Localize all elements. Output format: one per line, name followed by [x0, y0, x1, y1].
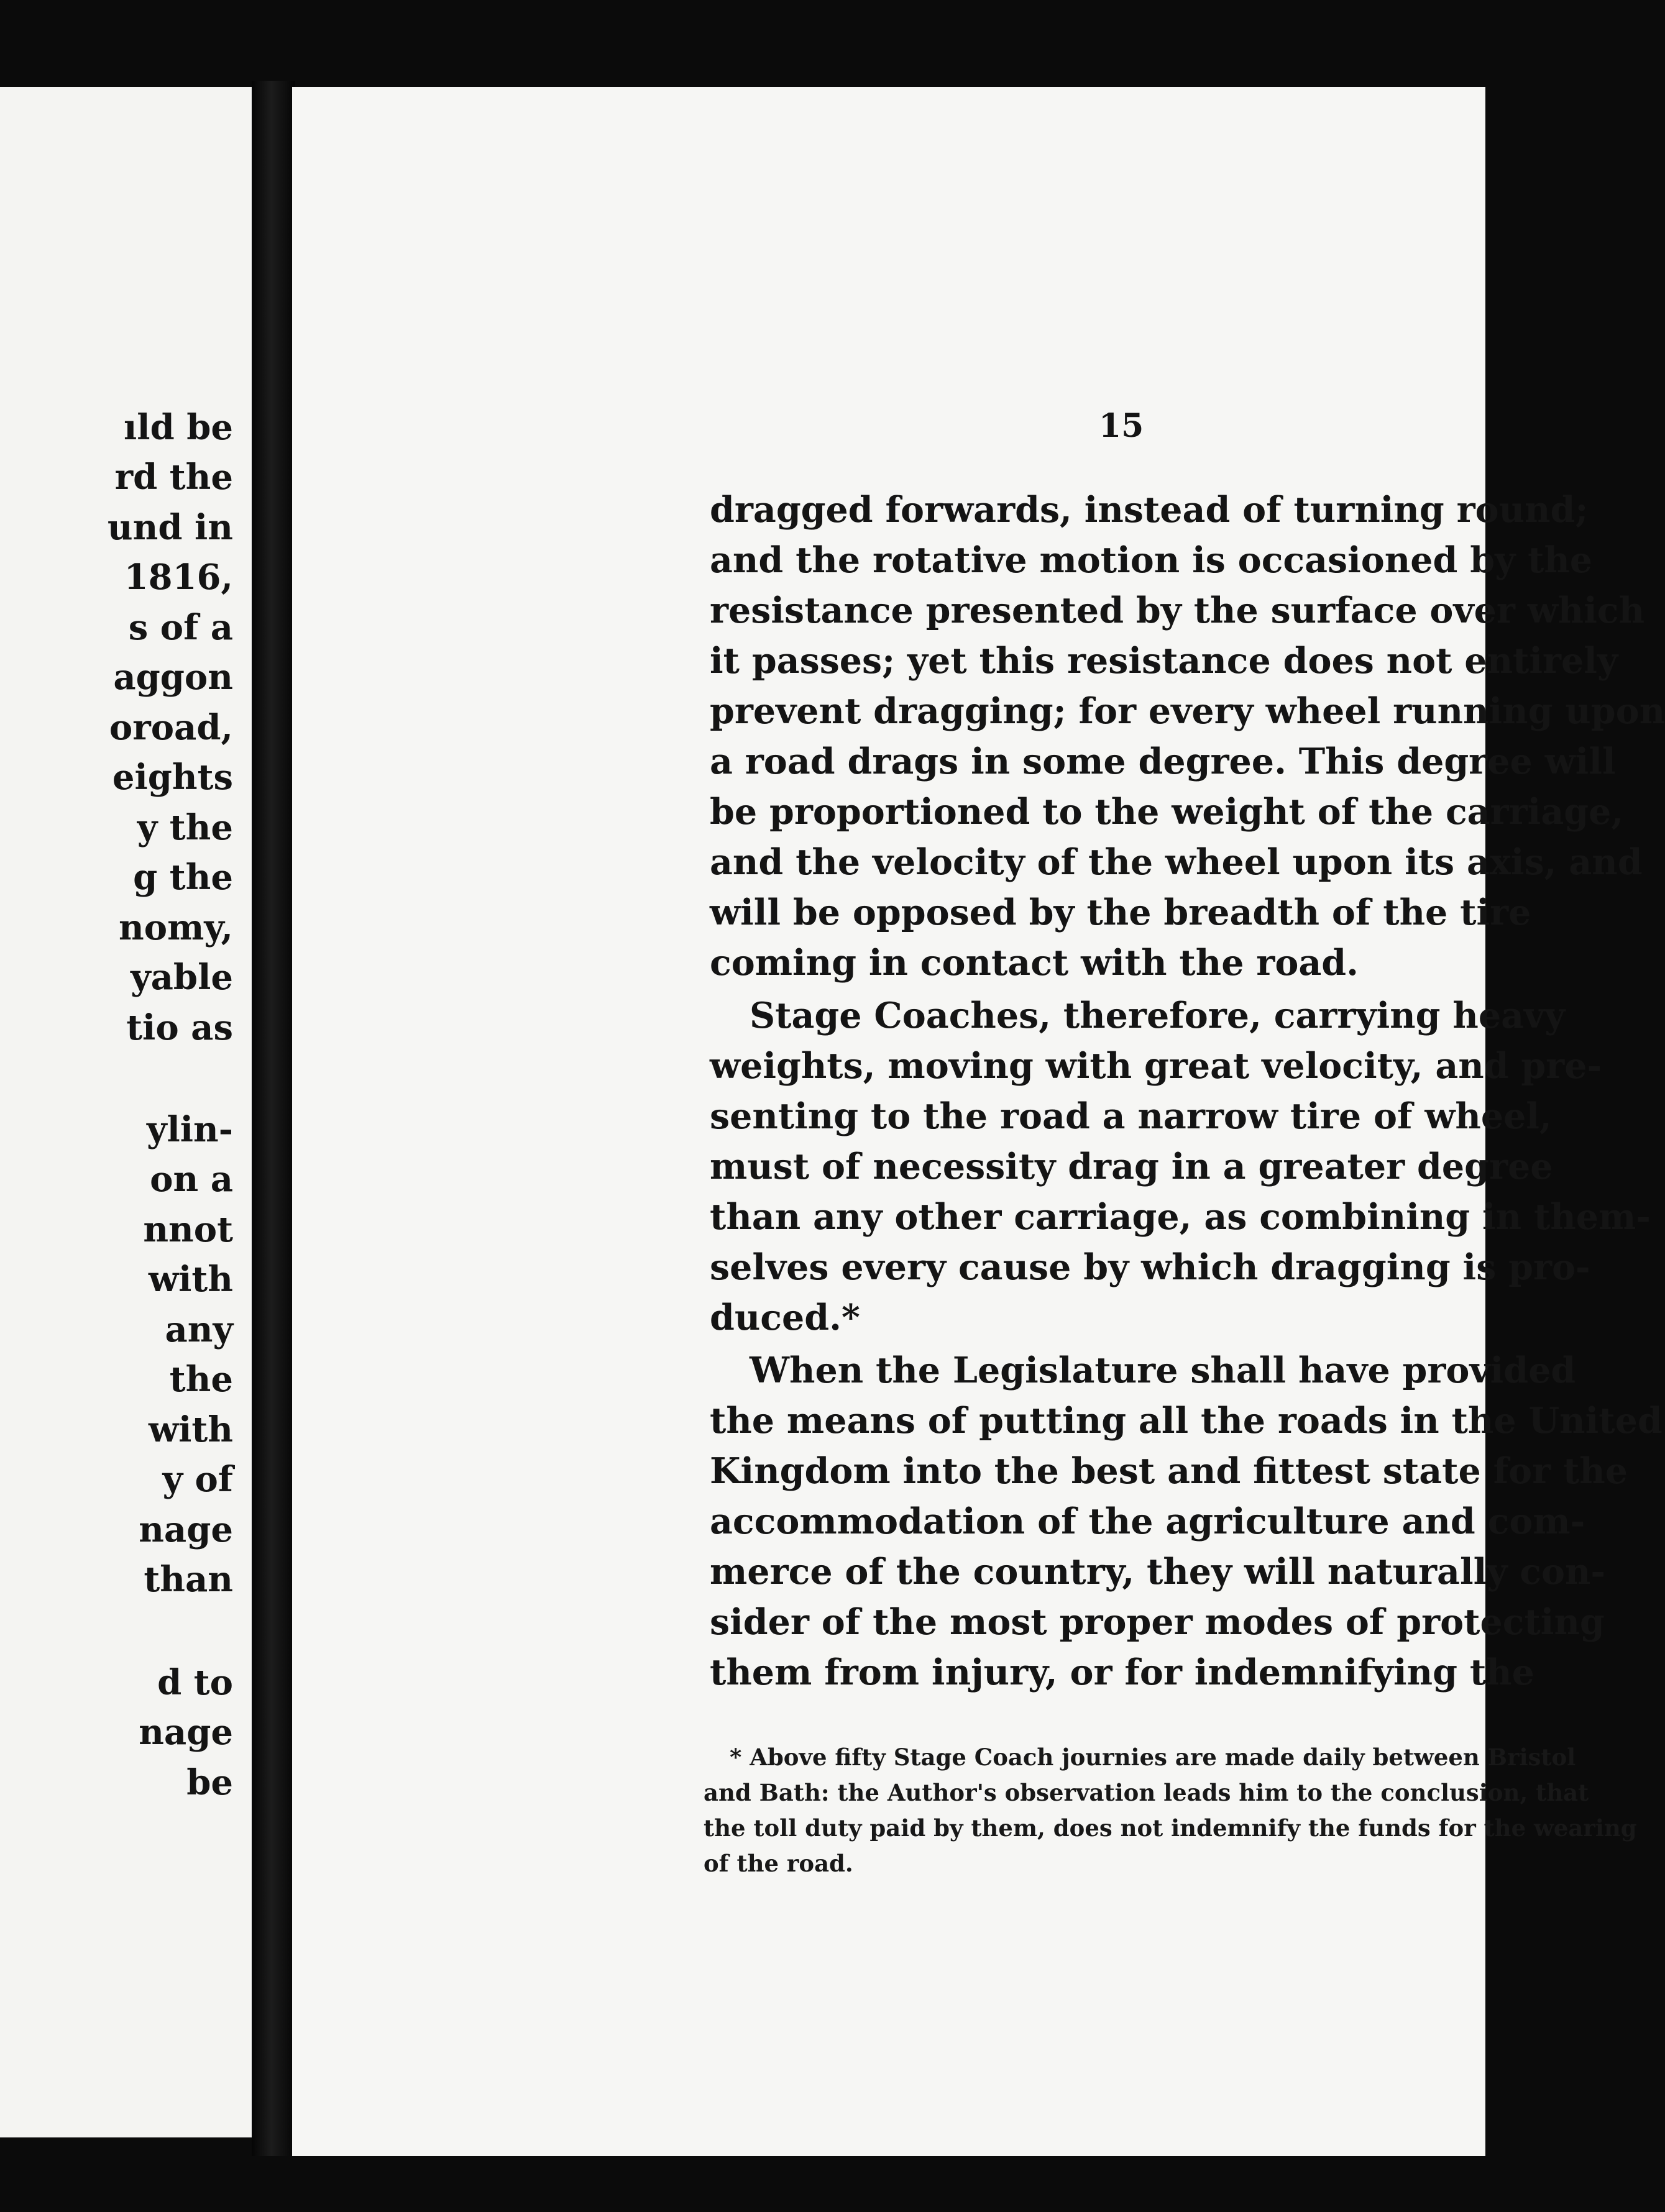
text-line: merce of the country, they will naturally con- [710, 1551, 1606, 1593]
book-gutter [252, 81, 295, 2156]
footnote-line: of the road. [704, 1850, 853, 1877]
left-facing-page [0, 87, 252, 2137]
body-text [710, 485, 1665, 1698]
text-line: When the Legislature shall have provided [750, 1350, 1576, 1391]
left-page-line: on a [150, 1159, 233, 1200]
left-page-line: g the [133, 857, 233, 898]
left-page-line: nnot [143, 1209, 233, 1250]
left-page-line: d to [157, 1662, 233, 1703]
text-line: dragged forwards, instead of turning round; [710, 489, 1589, 531]
footnote-line: * Above fifty Stage Coach journies are made daily between Bristol [730, 1744, 1576, 1771]
text-line: Stage Coaches, therefore, carrying heavy [750, 995, 1566, 1036]
left-page-line: eights [112, 757, 233, 798]
text-line: sider of the most proper modes of protecting [710, 1601, 1605, 1643]
text-line: resistance presented by the surface over which [710, 590, 1645, 631]
left-page-line: s of a [128, 607, 233, 648]
text-line: coming in contact with the road. [710, 942, 1359, 984]
left-page-line: nage [139, 1509, 233, 1550]
text-line: be proportioned to the weight of the carriage, [710, 791, 1624, 833]
text-line: Kingdom into the best and fittest state for the [710, 1450, 1628, 1492]
right-main-page [292, 87, 1665, 2156]
text-line: senting to the road a narrow tire of wheel, [710, 1095, 1552, 1137]
left-page-line: rd the [114, 457, 233, 498]
left-page-line: ıld be [124, 407, 233, 448]
text-line: will be opposed by the breadth of the tire [710, 892, 1531, 933]
left-page-line: aggon [113, 657, 233, 698]
left-page-line: oroad, [109, 707, 233, 748]
text-line: the means of putting all the roads in the United [710, 1400, 1663, 1442]
text-line: and the rotative motion is occasioned by the [710, 539, 1593, 581]
left-page-line: ylin- [146, 1109, 233, 1150]
text-line: and the velocity of the wheel upon its axis, and [710, 841, 1643, 883]
page-number: 15 [1099, 407, 1144, 445]
left-page-line: with [148, 1259, 233, 1300]
left-page-line: than [144, 1559, 233, 1600]
text-line: must of necessity drag in a greater degree [710, 1146, 1553, 1187]
text-line: it passes; yet this resistance does not entirely [710, 640, 1618, 682]
left-page-line: the [169, 1359, 233, 1400]
left-page-line: be [186, 1762, 233, 1803]
left-page-line: nage [139, 1712, 233, 1753]
footnote-line: and Bath: the Author's observation leads him to the conclusion, that [704, 1779, 1589, 1806]
left-page-line: yable [131, 957, 233, 998]
left-page-line: und in [107, 507, 233, 548]
text-line: than any other carriage, as combining in them- [710, 1196, 1651, 1238]
text-line: a road drags in some degree. This degree will [710, 741, 1616, 782]
text-line: selves every cause by which dragging is pro- [710, 1246, 1590, 1288]
left-page-line: y the [137, 807, 233, 848]
left-page-line: with [148, 1409, 233, 1450]
left-page-line: any [165, 1309, 233, 1350]
left-page-line: tio as [126, 1007, 233, 1048]
text-line: weights, moving with great velocity, and pre- [710, 1045, 1602, 1087]
text-line: prevent dragging; for every wheel running upon [710, 690, 1665, 732]
text-line: accommodation of the agriculture and com- [710, 1501, 1585, 1542]
text-line: duced.* [710, 1297, 860, 1338]
footnote [704, 1740, 1637, 1881]
footnote-line: the toll duty paid by them, does not indemnify the funds for the wearing [704, 1814, 1637, 1842]
left-page-line: y of [162, 1459, 233, 1500]
left-page-line: 1816, [124, 557, 233, 598]
left-page-line: nomy, [119, 907, 233, 948]
text-line: them from injury, or for indemnifying the [710, 1652, 1534, 1693]
